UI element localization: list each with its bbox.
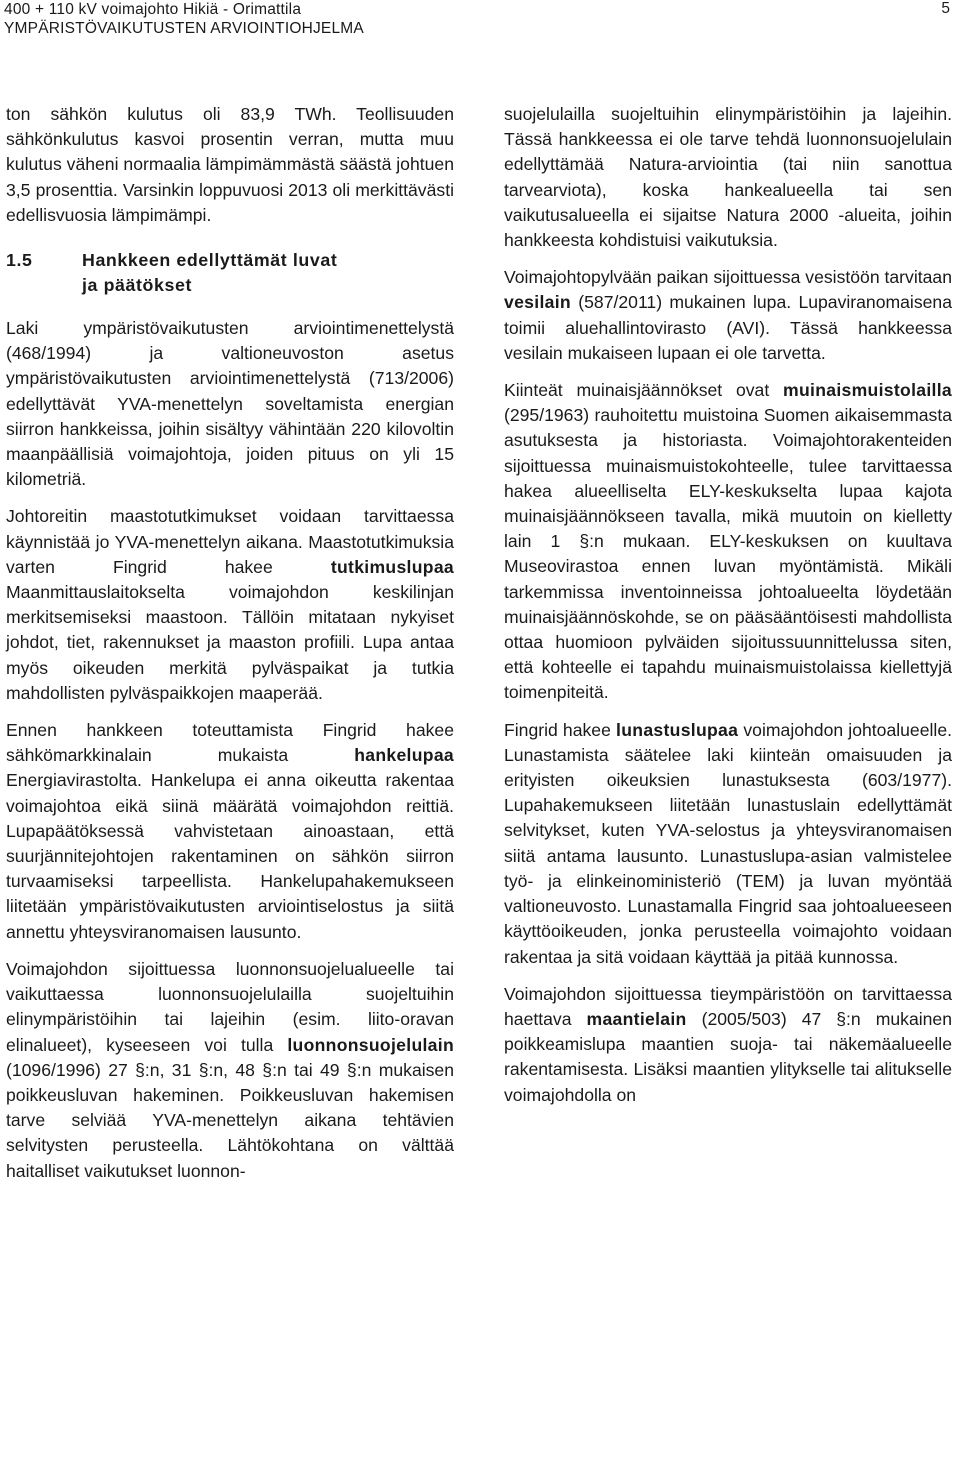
text-run: (1096/1996) 27 §:n, 31 §:n, 48 §:n tai 49 §:n mukaisen poikkeusluvan hakeminen. Poikkeusluvan hakemisen tarve selviää YVA-menettelyn aikana tehtävien selvitysten perusteella. Lähtökohtana on välttää haitalliset vaikutukset luonnon-: [6, 1059, 454, 1181]
section-title-line2: ja päätökset: [82, 275, 192, 296]
paragraph: [504, 982, 952, 1108]
text-run: (587/2011) mukainen lupa. Lupaviranomaisena toimii aluehallintovirasto (AVI). Tässä hankkeessa vesilain mukaiseen lupaan ei ole tarvetta.: [504, 292, 952, 363]
paragraph: ton sähkön kulutus oli 83,9 TWh. Teollisuuden sähkönkulutus kasvoi prosentin verran, mutta muu kulutus väheni normaalia lämpimämmästä säästä johtuen 3,5 prosenttia. Varsinkin loppuvuosi 2013 oli merkittävästi edellisvuosia lämpimämpi.: [6, 104, 454, 225]
header-subtitle: YMPÄRISTÖVAIKUTUSTEN ARVIOINTIOHJELMA: [4, 20, 364, 37]
paragraph: [6, 957, 454, 1184]
text-run: (295/1963) rauhoitettu muistoina Suomen aikaisemmasta asutuksesta ja historiasta. Voimajohtorakenteiden sijoittuessa muinaismuistokohteelle, tulee tarvittaessa hakea alueelliselta ELY-keskukselta lupaa kajota muinaisjäännökseen tavalla, mikä muutoin on kielletty lain 1 §:n mukaan. ELY-keskuksen on kuultava Museovirastoa ennen luvan myöntämistä. Mikäli tarkemmissa inventoinneissa johtoalueelta löydetään muinaisjäännöskohde, se on pääsääntöisesti mahdollista ottaa huomioon pylväiden sijoitussuunnittelussa siten, että kohteelle ei tapahdu muinaismuistolaissa kiellettyjä toimenpiteitä.: [504, 405, 952, 703]
text-run: (2005/503) 47 §:n mukainen poikkeamislupa maantien suoja- tai näkemäalueelle rakentamisesta. Lisäksi maantien ylitykselle tai alitukselle voimajohdolla on: [504, 1008, 952, 1105]
paragraph: [6, 718, 454, 945]
text-run: Maanmittauslaitokselta voimajohdon keskilinjan merkitsemiseksi maastoon. Tällöin mitataan nykyiset johdot, tiet, rakennukset ja maaston profiili. Lupa antaa myös oikeuden merkitä pylväspaikat ja tutkia mahdollisten pylväspaikkojen maaperää.: [6, 582, 454, 703]
text-run: Fingrid hakee: [504, 719, 617, 740]
page-number: 5: [941, 0, 950, 17]
text-run: Kiinteät muinaisjäännökset ovat: [504, 380, 784, 401]
section-heading: [6, 248, 454, 298]
paragraph: Laki ympäristövaikutusten arviointimenettelystä (468/1994) ja valtioneuvoston asetus ympäristövaikutusten arviointimenettelystä (713/2006) edellyttävät YVA-menettelyn soveltamista energian siirron hankkeissa, joihin sisältyy vähintään 220 kilovoltin maanpäällisiä voimajohtoja, joiden pituus on yli 15 kilometriä.: [6, 318, 454, 490]
text-run: Energiavirastolta. Hankelupa ei anna oikeutta rakentaa voimajohtoa eikä siinä määrätä voimajohdon reittiä. Lupapäätöksessä vahvistetaan ainoastaan, että suurjännitejohtojen rakentaminen on sähkön siirron turvaamiseksi tarpeellista. Hankelupahakemukseen liitetään ympäristövaikutusten arviointiselostus ja siitä annettu yhteysviranomaisen lausunto.: [6, 770, 454, 942]
text-run: Johtoreitin maastotutkimukset voidaan tarvittaessa käynnistää jo YVA-menettelyn aikana. Maastotutkimuksia varten Fingrid hakee: [6, 506, 454, 577]
page-header: [4, 0, 956, 46]
right-column: [504, 102, 952, 1120]
text-run: voimajohdon johtoalueelle. Lunastamista säätelee laki kiinteän omaisuuden ja erityisten oikeuksien lunastuksesta (603/1977). Lupahakemukseen liitetään lunastuslain edellyttämät selvitykset, kuten YVA-selostus ja yhteysviranomaisen siitä antama lausunto. Lunastuslupa-asian valmistelee työ- ja elinkeinoministeriö (TEM) ja luvan myöntää valtioneuvosto. Lunastamalla Fingrid saa johtoalueeseen käyttöoikeuden, jonka perusteella voimajohto voidaan rakentaa ja sitä voidaan käyttää ja pitää kunnossa.: [504, 719, 952, 967]
bold-term: tutkimuslupaa: [330, 556, 454, 577]
paragraph: suojelulailla suojeltuihin elinympäristöihin ja lajeihin. Tässä hankkeessa ei ole tarve tehdä luonnonsuojelulain edellyttämää Natura-arviointia (tai niin sanottua tarvearviota), koska hankealueella tai sen vaikutusalueella ei sijaitse Natura 2000 -alueita, joihin hankkeesta kohdistuisi vaikutuksia.: [504, 104, 952, 251]
paragraph: [504, 718, 952, 970]
text-run: Voimajohdon sijoittuessa luonnonsuojelualueelle tai vaikuttaessa luonnonsuojelulailla suojeltuihin elinympäristöihin tai lajeihin (esim. liito-oravan elinalueet), kyseeseen voi tulla: [6, 958, 454, 1055]
paragraph: [504, 265, 952, 366]
section-number: 1.5: [6, 250, 33, 271]
text-run: Ennen hankkeen toteuttamista Fingrid hakee sähkömarkkinalain mukaista: [6, 720, 454, 766]
text-run: Voimajohtopylvään paikan sijoittuessa vesistöön tarvitaan: [504, 267, 952, 288]
paragraph: [504, 378, 952, 706]
bold-term: maantielain: [586, 1008, 687, 1029]
left-column: [6, 102, 454, 1196]
bold-term: vesilain: [504, 292, 571, 313]
bold-term: luonnonsuojelulain: [287, 1034, 454, 1055]
bold-term: muinaismuistolailla: [783, 380, 952, 401]
paragraph: [6, 504, 454, 706]
header-title: 400 + 110 kV voimajohto Hikiä - Orimattila: [4, 1, 302, 18]
bold-term: lunastuslupaa: [616, 719, 739, 740]
bold-term: hankelupaa: [354, 745, 454, 766]
section-title-line1: Hankkeen edellyttämät luvat: [82, 250, 338, 271]
text-run: Voimajohdon sijoittuessa tieympäristöön on tarvittaessa haettava: [504, 983, 952, 1029]
